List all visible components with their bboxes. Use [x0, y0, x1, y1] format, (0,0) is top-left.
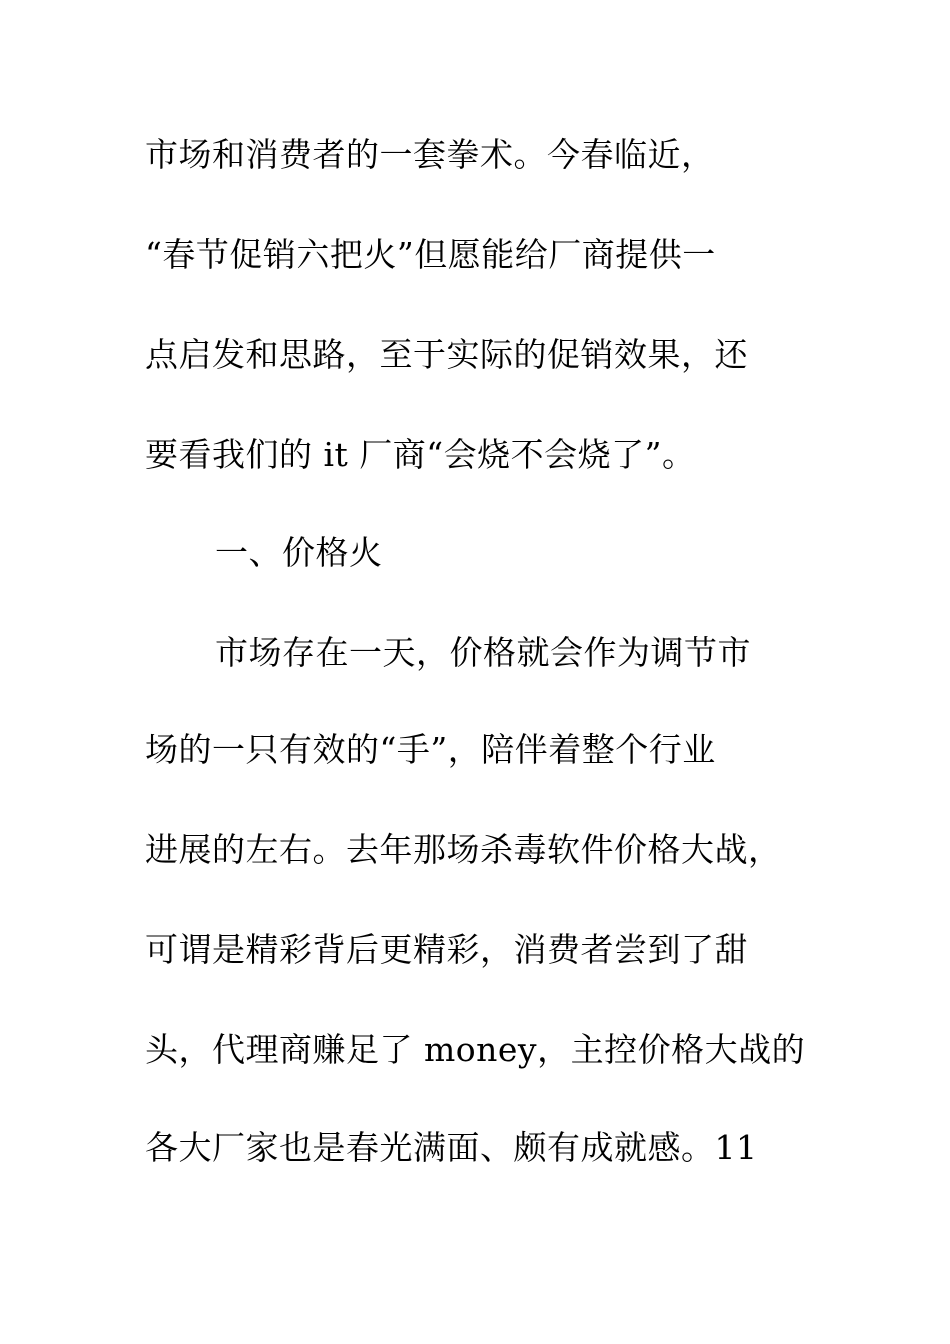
body-line-10: 各大厂家也是春光满面、颇有成就感。11	[145, 1128, 758, 1167]
section-heading: 一、价格火	[215, 533, 383, 572]
body-line-5: 市场存在一天，价格就会作为调节市	[215, 633, 751, 672]
body-line-4: 要看我们的 it 厂商“会烧不会烧了”。	[145, 435, 696, 474]
body-line-7: 进展的左右。去年那场杀毒软件价格大战，	[145, 830, 782, 869]
body-line-2: “春节促销六把火”但愿能给厂商提供一	[145, 235, 716, 274]
body-line-6: 场的一只有效的“手”，陪伴着整个行业	[145, 730, 716, 769]
body-line-3: 点启发和思路，至于实际的促销效果，还	[145, 335, 748, 374]
body-line-9: 头，代理商赚足了 money，主控价格大战的	[145, 1030, 806, 1069]
body-line-1: 市场和消费者的一套拳术。今春临近，	[145, 135, 715, 174]
body-line-8: 可谓是精彩背后更精彩，消费者尝到了甜	[145, 930, 748, 969]
